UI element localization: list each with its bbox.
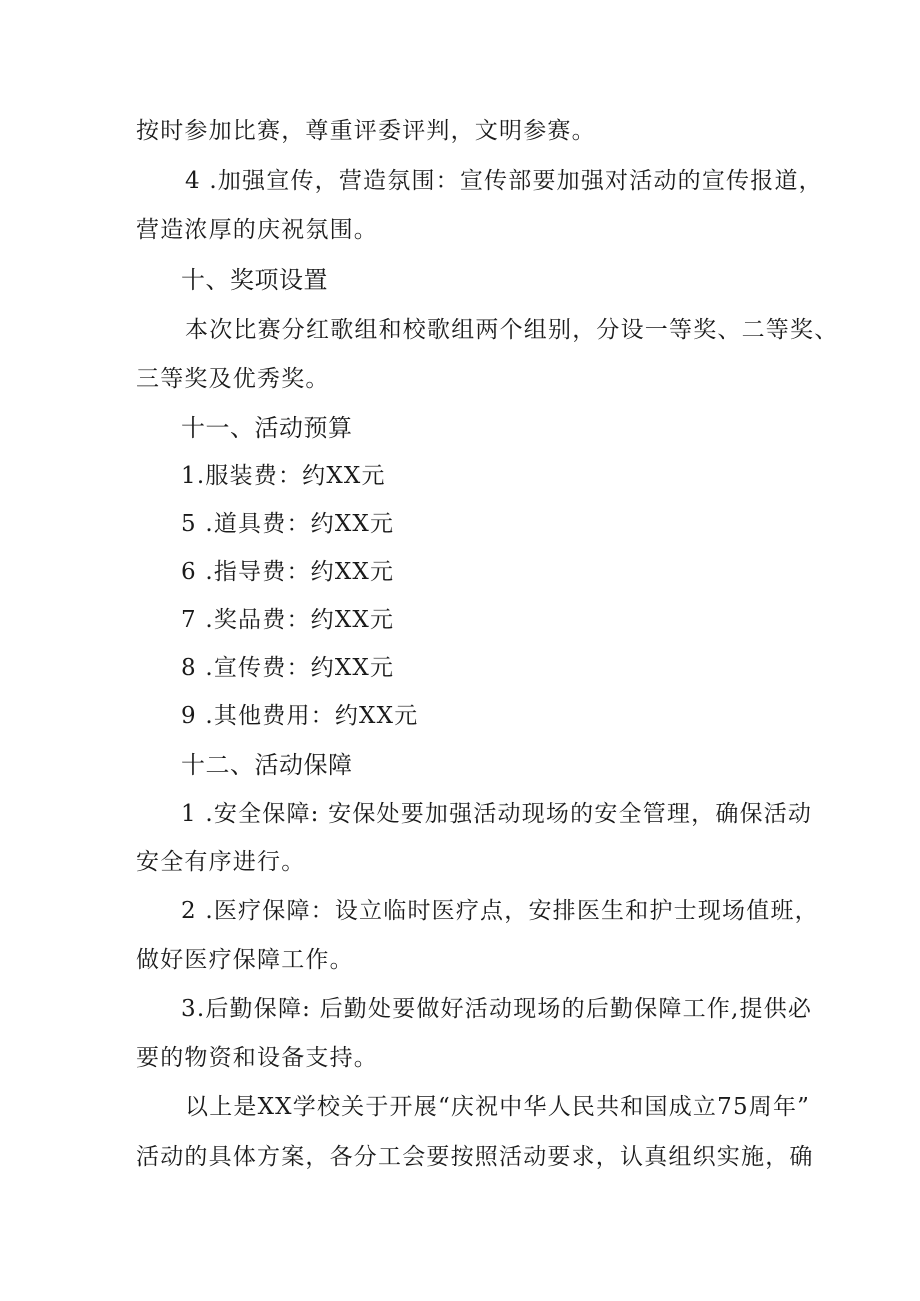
paragraph-line: 营造浓厚的庆祝氛围。 [136, 217, 378, 243]
paragraph-line: 以上是XX学校关于开展“庆祝中华人民共和国成立75周年” [185, 1094, 811, 1120]
paragraph-line: 安全有序进行。 [136, 849, 306, 875]
list-item: 1.服装费：约XX元 [181, 463, 386, 489]
section-heading: 十二、活动保障 [181, 751, 353, 779]
paragraph-line: 做好医疗保障工作。 [136, 947, 354, 973]
paragraph-line: 按时参加比赛，尊重评委评判，文明参赛。 [136, 118, 596, 144]
section-heading: 十一、活动预算 [181, 414, 353, 442]
paragraph-line: 1 .安全保障: 安保处要加强活动现场的安全管理，确保活动 [181, 801, 813, 827]
paragraph-line: 3.后勤保障: 后勤处要做好活动现场的后勤保障工作,提供必 [181, 996, 813, 1022]
list-item: 7 .奖品费：约XX元 [181, 607, 395, 633]
list-item: 9 .其他费用：约XX元 [181, 703, 419, 729]
paragraph-line: 活动的具体方案，各分工会要按照活动要求，认真组织实施，确 [136, 1144, 814, 1170]
paragraph-line: 三等奖及优秀奖。 [136, 366, 330, 392]
paragraph-line: 本次比赛分红歌组和校歌组两个组别，分设一等奖、二等奖、 [185, 317, 839, 343]
list-item: 5 .道具费：约XX元 [181, 511, 395, 537]
list-item: 8 .宣传费：约XX元 [181, 655, 395, 681]
section-heading: 十、奖项设置 [181, 266, 328, 294]
list-item: 6 .指导费：约XX元 [181, 559, 395, 585]
paragraph-line: 4 .加强宣传，营造氛围：宣传部要加强对活动的宣传报道， [185, 168, 823, 194]
paragraph-line: 2 .医疗保障：设立临时医疗点，安排医生和护士现场值班， [181, 898, 819, 924]
paragraph-line: 要的物资和设备支持。 [136, 1045, 378, 1071]
